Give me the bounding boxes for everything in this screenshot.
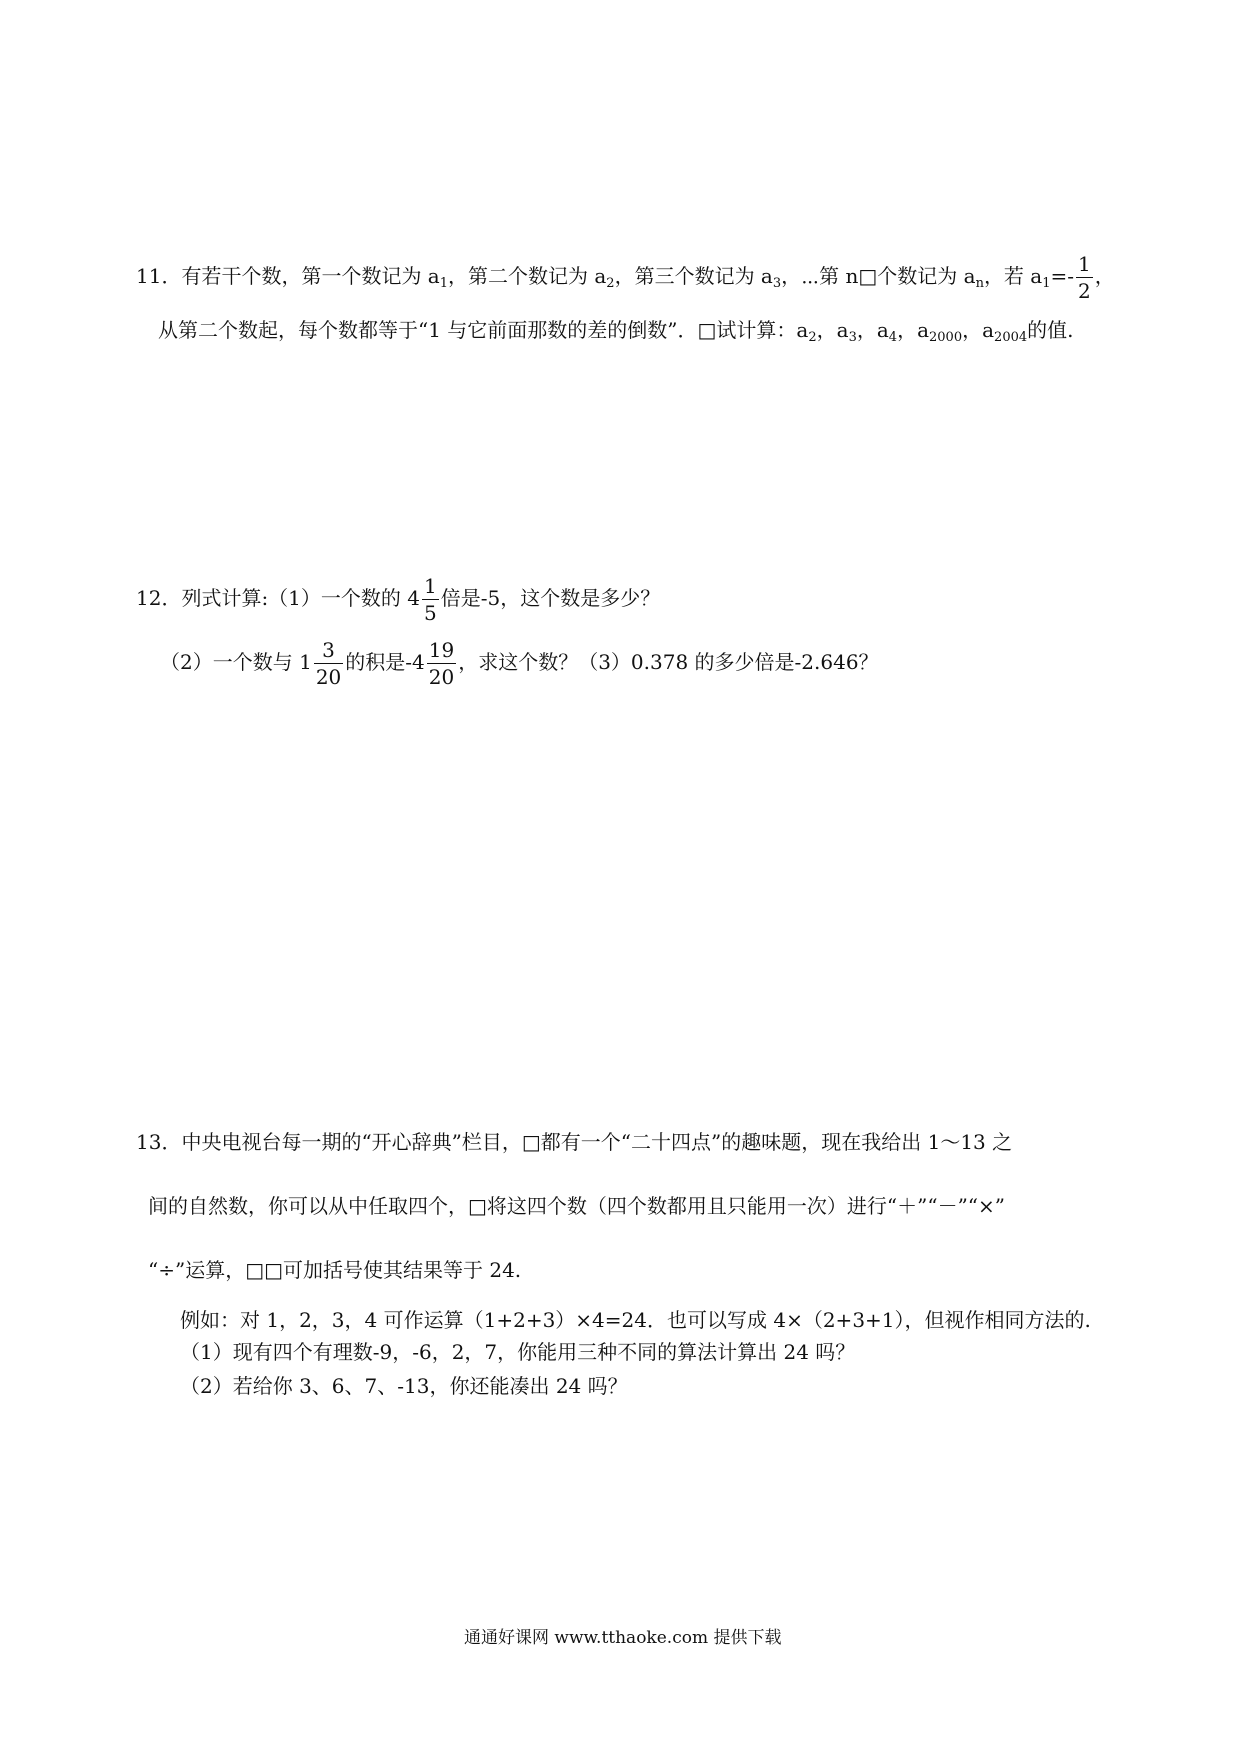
q12-text: 倍是-5，这个数是多少？ bbox=[440, 586, 661, 610]
q11-text: =- bbox=[1050, 264, 1075, 288]
fraction-nineteen-twentieths bbox=[427, 640, 456, 687]
q12-text: 12．列式计算:（1）一个数的 4 bbox=[136, 586, 420, 610]
q13-line2: 间的自然数，你可以从中任取四个，□将这四个数（四个数都用且只能用一次）进行“＋”“－”“×” bbox=[148, 1194, 1006, 1218]
q11-text: ，a bbox=[962, 318, 995, 342]
q11-text: ，a bbox=[856, 318, 889, 342]
subscript: 2 bbox=[606, 276, 615, 291]
subscript: 2000 bbox=[929, 330, 963, 345]
q11-text: ，⋯第 n□个数记为 a bbox=[781, 264, 976, 288]
subscript: 2 bbox=[808, 330, 817, 345]
fraction-numerator: 1 bbox=[424, 574, 437, 598]
fraction-numerator: 1 bbox=[1078, 252, 1091, 276]
q11-text: ，a bbox=[897, 318, 930, 342]
fraction-three-twentieths bbox=[314, 640, 343, 687]
q11-line1 bbox=[136, 254, 1115, 301]
q13-line3: “÷”运算，□□可加括号使其结果等于 24. bbox=[148, 1258, 522, 1282]
q12-text: 的积是-4 bbox=[345, 650, 425, 674]
q11-text: ，第三个数记为 a bbox=[614, 264, 773, 288]
subscript: 3 bbox=[848, 330, 857, 345]
subscript: n bbox=[975, 276, 984, 291]
subscript: 3 bbox=[772, 276, 782, 291]
fraction-denominator: 5 bbox=[424, 601, 437, 625]
fraction-denominator: 2 bbox=[1078, 279, 1091, 303]
q11-text: ，a bbox=[816, 318, 849, 342]
fraction-denominator: 20 bbox=[315, 665, 342, 689]
q11-text: ，第二个数记为 a bbox=[448, 264, 607, 288]
q11-text: 11．有若干个数，第一个数记为 a bbox=[136, 264, 440, 288]
q12-line1 bbox=[136, 576, 660, 623]
q12-text: ，求这个数？（3）0.378 的多少倍是-2.646？ bbox=[458, 650, 879, 674]
page-footer: 通通好课网 www.tthaoke.com 提供下载 bbox=[464, 1628, 782, 1648]
subscript: 2004 bbox=[994, 330, 1028, 345]
fraction-numerator: 3 bbox=[314, 640, 343, 664]
q13-line1: 13．中央电视台每一期的“开心辞典”栏目，□都有一个“二十四点”的趣味题，现在我给出 1～13 之 bbox=[136, 1130, 1013, 1154]
subscript: 1 bbox=[439, 276, 449, 291]
q13-example: 例如：对 1，2，3，4 可作运算（1+2+3）×4=24．也可以写成 4×（2+3+1），但视作相同方法的. bbox=[180, 1308, 1091, 1332]
subscript: 1 bbox=[1042, 276, 1051, 291]
q11-line2 bbox=[158, 318, 1074, 345]
subscript: 4 bbox=[888, 330, 898, 345]
q11-text: 从第二个数起，每个数都等于“1 与它前面那数的差的倒数”．□试计算：a bbox=[158, 318, 809, 342]
fraction-denominator: 20 bbox=[428, 665, 455, 689]
q11-text: ，若 a bbox=[983, 264, 1043, 288]
fraction-one-half bbox=[1076, 254, 1093, 301]
q11-text: 的值. bbox=[1027, 318, 1074, 342]
q13-part1: （1）现有四个有理数-9，-6，2，7，你能用三种不同的算法计算出 24 吗？ bbox=[180, 1340, 856, 1364]
q13-part2: （2）若给你 3、6、7、-13，你还能凑出 24 吗？ bbox=[180, 1374, 628, 1398]
fraction-numerator: 19 bbox=[428, 638, 455, 662]
q12-line2 bbox=[160, 640, 879, 687]
q11-text: ， bbox=[1094, 264, 1115, 288]
q12-text: （2）一个数与 1 bbox=[160, 650, 312, 674]
fraction-one-fifth bbox=[422, 576, 439, 623]
